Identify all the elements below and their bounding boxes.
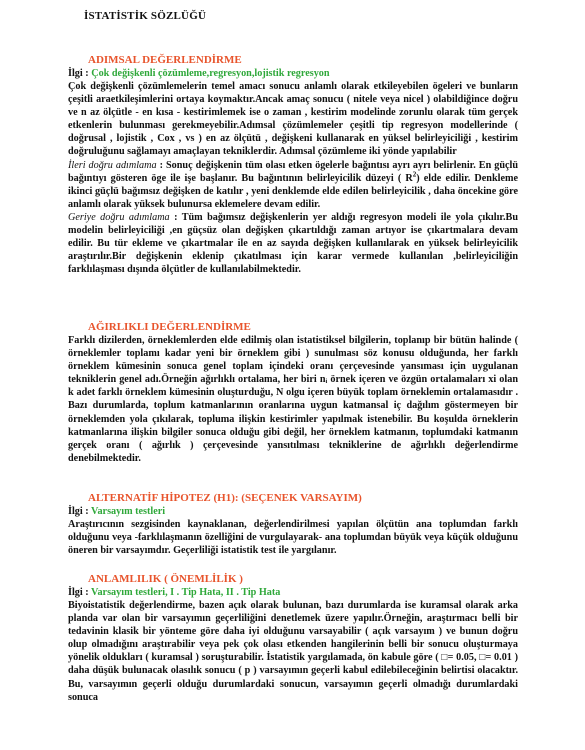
- related-label: İlgi :: [68, 587, 89, 598]
- related-line: [68, 67, 518, 80]
- section-agirlikli: [68, 320, 518, 465]
- section-heading: ANLAMLILIK ( ÖNEMLİLİK ): [88, 573, 243, 585]
- section-heading: AĞIRLIKLI DEĞERLENDİRME: [88, 321, 251, 333]
- related-label: İlgi :: [68, 506, 89, 517]
- paragraph: Farklı dizilerden, örneklemlerden elde edilmiş olan istatistiksel bilgilerin, toplanıp bir bütün halinde ( örneklemler toplamı kadar yeni bir örneklem gibi ) sunulması söz konusu olduğunda, her farklı örneklem kümesinin sonuca genel toplam içindeki oranı çerçevesinde yansıması için uygulanan tekniklerin genel adı.Örneğin ağırlıklı ortalama, her biri nᵢ örnek içeren ve özgün ortalamaları xi olan k adet farklı örneklem kümesinin oluşturduğu, N olgu içeren büyük toplam örneklemin ortalamasıdır . Bazı durumlarda, toplum katmanlarının oranlarına uygun katmansal iç dağılım göstermeyen bir örneklemden yola çıkılarak, topluma ilişkin kestirimler yapılmak istenebilir. Bu koşulda örneklerin katmanlarına ilişkin bilgiler sonuca olduğu gibi değil, her örneklem katmanın, toplumdaki katmanın gerçek oranı ( ağırlık ) çerçevesinde yansıtılması tekniklerine de ağırlıklı değerlendirme denebilmektedir.: [68, 335, 518, 464]
- related-topics: Çok değişkenli çözümleme,regresyon,lojistik regresyon: [91, 68, 330, 79]
- paragraph-text: : Tüm bağımsız değişkenlerin yer aldığı regresyon modeli ile yola çıkılır.Bu modelin belirleyiciliği ,en güçsüz olan değişken çıkartıldığı zaman artıyor ise çıkartmalara devam edilir. Bu tür ekleme ve çıkartmalar ile en az sayıda değişken kullanılarak en yüksek belirleyicilik araştırılır.Bir değişkenin eklenip çıkatılması için karar vermede kullanılan ,belirleyiciliğin farklılaşması dışında ölçütler de kullanılabilmektedir.: [68, 211, 518, 276]
- related-topics: Varsayım testleri, I . Tip Hata, II . Tip Hata: [91, 587, 281, 598]
- related-label: İlgi :: [68, 68, 89, 79]
- related-line: [68, 586, 518, 599]
- section-anlamlilik: [68, 572, 518, 704]
- paragraph-text: ) elde edilir. Denkleme ikinci güçlü bağımsız değişken de katılır , yeni denklemde elde edilen belirleyicilik , daha öncekine göre anlamlı olarak yüksek bulunursa eklemelere devam edilir.: [68, 172, 518, 210]
- section-alternatif-hipotez: [68, 491, 518, 557]
- paragraph: [68, 159, 518, 211]
- term-label: İleri doğru adımlama: [68, 159, 157, 171]
- paragraph: Araştırıcının sezgisinden kaynaklanan, değerlendirilmesi yapılan ölçütün ana toplumdan farklı olduğunu veya -farklılaşmanın özelliğini de vurgulayarak- ana toplumdan büyük veya küçük olduğunu öneren bir varsayımdır. Geçerliliği istatistik test ile yargılanır.: [68, 519, 518, 557]
- paragraph-text: : Sonuç değişkenin tüm olası etken ögelerle bağıntısı ayrı ayrı belirlenir. En güçlü bağıntıyı gösteren öge ile işe başlanır. Bu bağıntının belirleyicilik düzeyi ( R: [68, 159, 518, 184]
- page-title: İSTATİSTİK SÖZLÜĞÜ: [84, 10, 207, 22]
- superscript: 2: [412, 170, 417, 179]
- section-heading: ADIMSAL DEĞERLENDİRME: [88, 54, 242, 66]
- section-adimsal: [68, 53, 518, 276]
- paragraph: Çok değişkenli çözümlemelerin temel amacı sonucu anlamlı olarak etkileyebilen ögeleri ve bunların çeşitli araetkileşimlerini ortaya koymaktır.Ancak amaç sonucu ( nitele veya nicel ) olabildiğince doğru ve n az ölçütle - en kısa - kestirimlemek ise o zaman , kestirim modelinde zorunlu olarak tüm gerçek etkenlerin bulunması gerekmeyebilir.Adımsal çözümlemeler çeşitli tip regresyon modellerinde ( doğrusal , lojistik , Cox , vs ) en az ölçütü , değişkeni kullanarak en yüksel belirleyiciliği , kestirim doğruluğunu sağlamayı amaçlayan tekniklerdir. Adımsal çözümleme iki yönde yapılabilir: [68, 81, 518, 158]
- related-topics: Varsayım testleri: [91, 506, 166, 517]
- term-label: Geriye doğru adımlama: [68, 211, 170, 223]
- paragraph: Biyoistatistik değerlendirme, bazen açık olarak bulunan, bazı durumlarda ise kuramsal olarak arka planda var olan bir varsayımın geçerliliğini denetlemek üzere yapılır.Örneğin, araştırmacı belli bir tedavinin klasik bir yönteme göre daha iyi olduğunu varsayabilir ( açık varsayım ) ve bunun doğru olup olmadığını araştırabilir veya pek çok olası etkenden hangilerinin belli bir sonucu oluşturmaya yönelik oldukları ( kuramsal ) soruşturabilir. İstatistik yargılamada, ön kabule göre ( □= 0.05, □= 0.01 ) daha düşük bulunacak olasılık sonucu ( p ) varsayımın geçerli kabul edilebileceğinin belirtisi olacaktır. Bu, varsayımın geçerli olduğu durumlardaki sonucun, varsayımın geçerli olmadığı durumlardaki sonuca: [68, 600, 518, 703]
- paragraph: [68, 211, 518, 276]
- section-heading: ALTERNATİF HİPOTEZ (H1): (SEÇENEK VARSAYIM): [88, 492, 362, 504]
- related-line: [68, 505, 518, 518]
